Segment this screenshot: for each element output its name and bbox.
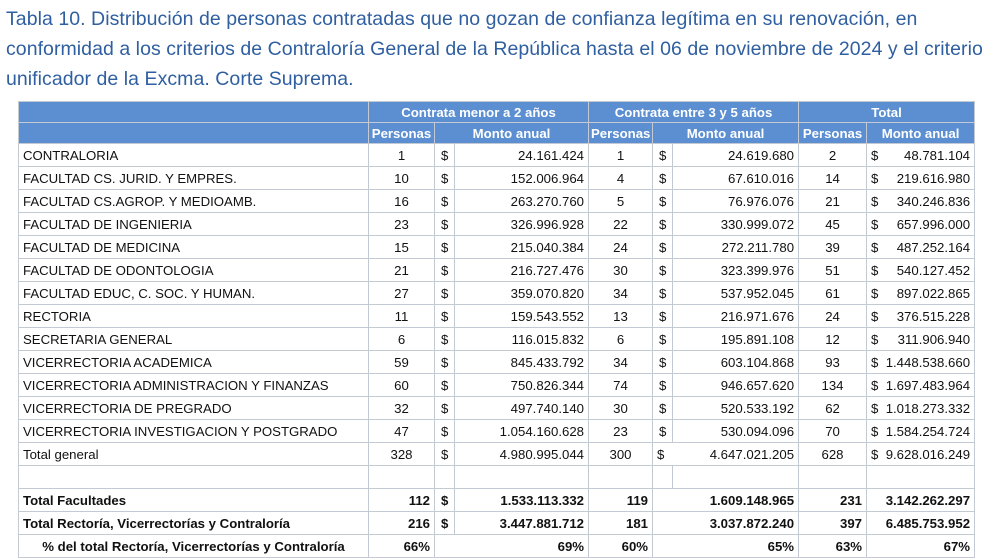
currency-cell: $ [653,213,673,236]
unit-name-cell: CONTRALORIA [19,144,369,167]
currency-symbol: $ [871,170,879,186]
personas-entre-3-5-cell: 74 [589,374,653,397]
monto-total-cell [867,144,975,167]
currency-cell: $ [653,328,673,351]
currency-cell: $ [435,282,455,305]
monto-entre-3-5-cell: 330.999.072 [673,213,799,236]
amount-value: 376.515.228 [896,308,971,324]
personas-entre-3-5-cell: 30 [589,259,653,282]
personas-entre-3-5-cell: 1 [589,144,653,167]
currency-cell: $ [435,374,455,397]
monto-entre-3-5-cell: 603.104.868 [673,351,799,374]
monto-entre-3-5-cell: 530.094.096 [673,420,799,443]
amount-value: 311.906.940 [897,331,971,347]
amount-value: 657.996.000 [896,216,971,232]
empty-cell [19,466,369,489]
empty-cell [455,466,589,489]
personas-entre-3-5-cell: 5 [589,190,653,213]
monto-entre-3-5-cell: 67.610.016 [673,167,799,190]
monto-menor-2-cell: 359.070.820 [455,282,589,305]
summary-monto-1: 1.533.113.332 [455,489,589,512]
summary-personas-total: 397 [799,512,867,535]
monto-entre-3-5-cell: 272.211.780 [673,236,799,259]
unit-name-cell: VICERRECTORIA DE PREGRADO [19,397,369,420]
summary-label: Total Facultades [19,489,369,512]
monto-menor-2-cell: 326.996.928 [455,213,589,236]
summary-monto-2: 3.037.872.240 [653,512,799,535]
currency-cell: $ [435,420,455,443]
currency-symbol: $ [871,216,879,232]
personas-menor-2-cell: 6 [369,328,435,351]
summary-monto-total: 3.142.262.297 [867,489,975,512]
summary-label: Total Rectoría, Vicerrectorías y Contraloría [19,512,369,535]
percent-monto-2: 65% [653,535,799,558]
personas-total-cell: 62 [799,397,867,420]
unit-name-cell: SECRETARIA GENERAL [19,328,369,351]
personas-menor-2-cell: 32 [369,397,435,420]
total-general-personas-total: 628 [799,443,867,466]
personas-total-cell: 21 [799,190,867,213]
personas-menor-2-cell: 60 [369,374,435,397]
monto-entre-3-5-cell: 216.971.676 [673,305,799,328]
personas-total-cell: 51 [799,259,867,282]
total-general-personas-2: 300 [589,443,653,466]
monto-menor-2-cell: 24.161.424 [455,144,589,167]
currency-cell: $ [653,167,673,190]
currency-cell: $ [653,305,673,328]
currency-cell: $ [435,144,455,167]
currency-symbol: $ [871,377,879,393]
monto-menor-2-cell: 1.054.160.628 [455,420,589,443]
currency-symbol: $ [871,308,879,324]
currency-cell: $ [435,397,455,420]
currency-cell: $ [653,351,673,374]
personas-menor-2-cell: 23 [369,213,435,236]
table-row [19,190,975,213]
total-general-monto-1: 4.980.995.044 [455,443,589,466]
percent-monto-1: 69% [435,535,589,558]
currency-symbol: $ [871,423,879,439]
unit-name-cell: FACULTAD DE ODONTOLOGIA [19,259,369,282]
currency-cell: $ [653,144,673,167]
monto-entre-3-5-cell: 76.976.076 [673,190,799,213]
personas-menor-2-cell: 10 [369,167,435,190]
amount-value: 1.697.483.964 [885,377,971,393]
empty-cell [867,466,975,489]
currency-symbol: $ [871,400,879,416]
personas-total-cell: 45 [799,213,867,236]
percent-row [19,535,975,558]
header-monto-1: Monto anual [435,123,589,144]
monto-menor-2-cell: 116.015.832 [455,328,589,351]
total-general-monto-total [867,443,975,466]
monto-total-cell [867,328,975,351]
table-row [19,259,975,282]
currency-cell: $ [435,190,455,213]
personas-entre-3-5-cell: 22 [589,213,653,236]
percent-monto-total: 67% [867,535,975,558]
monto-menor-2-cell: 750.826.344 [455,374,589,397]
empty-cell [799,466,867,489]
monto-entre-3-5-cell: 946.657.620 [673,374,799,397]
currency-cell: $ [435,328,455,351]
header-blank-cell [19,102,369,123]
distribution-table [18,101,975,558]
monto-entre-3-5-cell: 195.891.108 [673,328,799,351]
unit-name-cell: VICERRECTORIA ACADEMICA [19,351,369,374]
monto-menor-2-cell: 216.727.476 [455,259,589,282]
monto-total-cell [867,351,975,374]
currency-symbol: $ [871,285,879,301]
monto-total-cell [867,420,975,443]
monto-entre-3-5-cell: 520.533.192 [673,397,799,420]
summary-personas-2: 119 [589,489,653,512]
currency-symbol: $ [871,147,879,163]
header-group-menor-2: Contrata menor a 2 años [369,102,589,123]
personas-menor-2-cell: 47 [369,420,435,443]
amount-value: 219.616.980 [896,170,971,186]
amount-value: 340.246.836 [896,193,971,209]
personas-menor-2-cell: 27 [369,282,435,305]
monto-menor-2-cell: 845.433.792 [455,351,589,374]
personas-total-cell: 70 [799,420,867,443]
summary-monto-total: 6.485.753.952 [867,512,975,535]
header-group-row [19,102,975,123]
header-personas-2: Personas [589,123,653,144]
table-row [19,167,975,190]
header-personas-total: Personas [799,123,867,144]
total-general-row [19,443,975,466]
unit-name-cell: FACULTAD CS.AGROP. Y MEDIOAMB. [19,190,369,213]
percent-personas-total: 63% [799,535,867,558]
currency-cell: $ [435,351,455,374]
currency-cell: $ [653,374,673,397]
table-row [19,144,975,167]
table-row [19,236,975,259]
monto-total-cell [867,167,975,190]
unit-name-cell: FACULTAD DE MEDICINA [19,236,369,259]
personas-entre-3-5-cell: 24 [589,236,653,259]
header-group-entre-3-5: Contrata entre 3 y 5 años [589,102,799,123]
unit-name-cell: FACULTAD CS. JURID. Y EMPRES. [19,167,369,190]
monto-total-cell [867,236,975,259]
personas-entre-3-5-cell: 34 [589,351,653,374]
amount-value: 9.628.016.249 [885,446,971,462]
table-row [19,305,975,328]
empty-cell [653,466,673,489]
monto-menor-2-cell: 159.543.552 [455,305,589,328]
summary-personas-2: 181 [589,512,653,535]
personas-entre-3-5-cell: 34 [589,282,653,305]
monto-total-cell [867,282,975,305]
currency-cell: $ [435,512,455,535]
currency-symbol: $ [871,446,879,462]
unit-name-cell: VICERRECTORIA INVESTIGACION Y POSTGRADO [19,420,369,443]
unit-name-cell: RECTORIA [19,305,369,328]
table-row [19,397,975,420]
currency-symbol: $ [871,193,879,209]
table-row [19,420,975,443]
personas-total-cell: 39 [799,236,867,259]
spacer-row [19,466,975,489]
header-group-total: Total [799,102,975,123]
personas-total-cell: 12 [799,328,867,351]
table-row [19,351,975,374]
summary-row [19,489,975,512]
amount-value: 1.584.254.724 [885,423,971,439]
currency-cell: $ [435,259,455,282]
personas-menor-2-cell: 11 [369,305,435,328]
percent-personas-1: 66% [369,535,435,558]
personas-entre-3-5-cell: 13 [589,305,653,328]
monto-menor-2-cell: 215.040.384 [455,236,589,259]
currency-cell: $ [653,397,673,420]
currency-symbol: $ [871,239,879,255]
total-general-personas-1: 328 [369,443,435,466]
amount-value: 540.127.452 [896,262,971,278]
currency-cell: $ [653,259,673,282]
amount-value: 897.022.865 [896,285,971,301]
personas-total-cell: 2 [799,144,867,167]
monto-total-cell [867,397,975,420]
amount-value: 4.647.021.205 [709,446,795,462]
monto-total-cell [867,259,975,282]
header-blank-cell [19,123,369,144]
personas-menor-2-cell: 21 [369,259,435,282]
summary-row [19,512,975,535]
monto-menor-2-cell: 497.740.140 [455,397,589,420]
personas-menor-2-cell: 16 [369,190,435,213]
currency-cell: $ [435,305,455,328]
empty-cell [369,466,435,489]
summary-personas-1: 216 [369,512,435,535]
summary-personas-total: 231 [799,489,867,512]
empty-cell [673,466,799,489]
currency-cell: $ [435,213,455,236]
monto-total-cell [867,374,975,397]
currency-cell: $ [435,236,455,259]
header-sub-row [19,123,975,144]
table-row [19,328,975,351]
currency-cell: $ [653,420,673,443]
personas-menor-2-cell: 1 [369,144,435,167]
amount-value: 1.448.538.660 [885,354,971,370]
total-general-label: Total general [19,443,369,466]
personas-total-cell: 93 [799,351,867,374]
currency-symbol: $ [657,446,665,462]
monto-entre-3-5-cell: 537.952.045 [673,282,799,305]
currency-cell: $ [435,167,455,190]
table-row [19,213,975,236]
personas-entre-3-5-cell: 4 [589,167,653,190]
personas-entre-3-5-cell: 30 [589,397,653,420]
amount-value: 48.781.104 [904,147,971,163]
header-monto-total: Monto anual [867,123,975,144]
monto-entre-3-5-cell: 24.619.680 [673,144,799,167]
unit-name-cell: FACULTAD EDUC, C. SOC. Y HUMAN. [19,282,369,305]
table-row [19,282,975,305]
personas-menor-2-cell: 59 [369,351,435,374]
unit-name-cell: FACULTAD DE INGENIERIA [19,213,369,236]
percent-label: % del total Rectoría, Vicerrectorías y Contraloría [19,535,369,558]
personas-entre-3-5-cell: 23 [589,420,653,443]
monto-total-cell [867,190,975,213]
empty-cell [589,466,653,489]
total-general-monto-2 [653,443,799,466]
currency-cell: $ [653,282,673,305]
amount-value: 1.018.273.332 [885,400,971,416]
monto-total-cell [867,213,975,236]
currency-cell: $ [653,236,673,259]
monto-entre-3-5-cell: 323.399.976 [673,259,799,282]
amount-value: 487.252.164 [896,239,971,255]
currency-cell: $ [435,443,455,466]
personas-total-cell: 61 [799,282,867,305]
percent-personas-2: 60% [589,535,653,558]
summary-monto-1: 3.447.881.712 [455,512,589,535]
table-row [19,374,975,397]
currency-symbol: $ [871,354,879,370]
monto-menor-2-cell: 152.006.964 [455,167,589,190]
personas-entre-3-5-cell: 6 [589,328,653,351]
currency-symbol: $ [871,331,879,347]
personas-total-cell: 14 [799,167,867,190]
summary-personas-1: 112 [369,489,435,512]
empty-cell [435,466,455,489]
currency-symbol: $ [871,262,879,278]
table-caption: Tabla 10. Distribución de personas contratadas que no gozan de confianza legítima en su renovación, en conformidad a los criterios de Contraloría General de la República hasta el 06 de noviembre de 2024 y el criterio unificador de la Excma. Corte Suprema. [6,8,983,90]
unit-name-cell: VICERRECTORIA ADMINISTRACION Y FINANZAS [19,374,369,397]
header-personas-1: Personas [369,123,435,144]
summary-monto-2: 1.609.148.965 [653,489,799,512]
currency-cell: $ [653,190,673,213]
header-monto-2: Monto anual [653,123,799,144]
currency-cell: $ [435,489,455,512]
personas-menor-2-cell: 15 [369,236,435,259]
personas-total-cell: 134 [799,374,867,397]
monto-total-cell [867,305,975,328]
monto-menor-2-cell: 263.270.760 [455,190,589,213]
personas-total-cell: 24 [799,305,867,328]
